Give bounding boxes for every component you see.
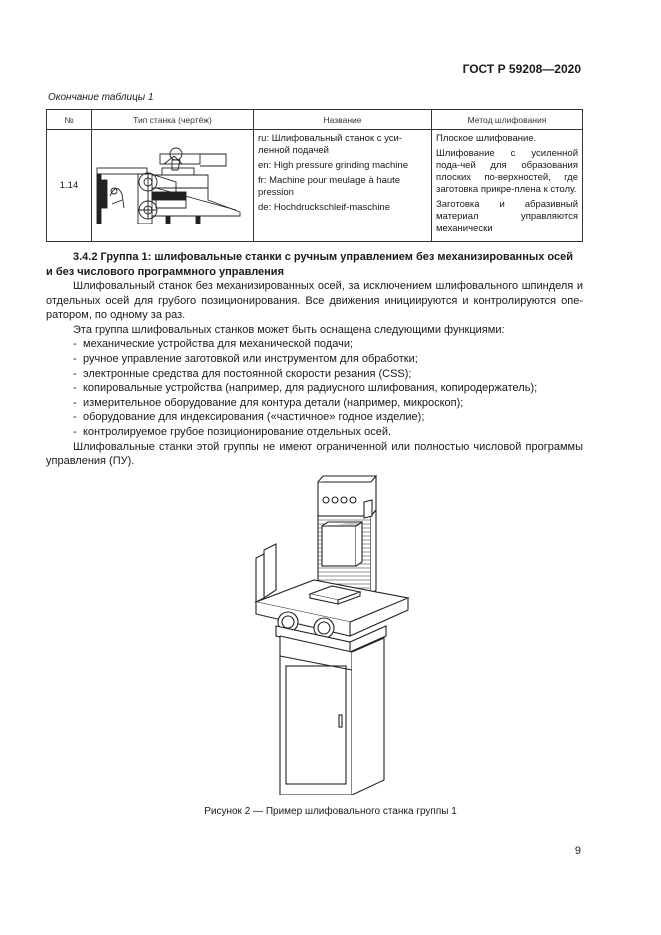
- table-caption: Окончание таблицы 1: [48, 92, 154, 103]
- section-heading: [46, 250, 583, 279]
- col-header-name: Название: [254, 110, 432, 130]
- machine-type-table: [46, 109, 583, 242]
- machine-names-cell: [254, 130, 432, 242]
- col-header-number: №: [47, 110, 92, 130]
- section-heading-line-2: и без числового программного управления: [46, 265, 284, 278]
- list-item: - ручное управление заготовкой или инструментом для обработки;: [46, 352, 583, 367]
- table-header-row: [47, 110, 583, 130]
- list-item: - измерительное оборудование для контура детали (например, микроскоп);: [46, 396, 583, 411]
- section-heading-line-1: 3.4.2 Группа 1: шлифовальные станки с ручным управлением без механизированных осей: [73, 251, 573, 263]
- row-number: 1.14: [47, 130, 92, 242]
- method-line-2: Шлифование с усиленной пода-чей для образования плоских по-верхностей, где заготовка прикре-плена к столу.: [436, 148, 578, 195]
- figure-caption: Рисунок 2 — Пример шлифовального станка группы 1: [204, 806, 457, 817]
- high-pressure-grinder-drawing: [96, 144, 241, 224]
- section-body: [46, 279, 583, 469]
- paragraph-3: Шлифовальные станки этой группы не имеют ограниченной или полностью числовой программы управления (ПУ).: [46, 440, 583, 468]
- name-fr: fr: Machine pour meulage à haute pression: [258, 175, 401, 198]
- method-line-3: Заготовка и абразивный материал управляются механически: [436, 199, 578, 234]
- paragraph-1: Шлифовальный станок без механизированных осей, за исключением шлифовального шпинделя и отдельных осей для грубого позиционирования. Все движения инициируются и контролируются опе-ратором, по одному за раз.: [46, 280, 583, 322]
- list-item: - копировальные устройства (например, для радиусного шлифования, копиродержатель);: [46, 381, 583, 396]
- col-header-method: Метод шлифования: [432, 110, 583, 130]
- table-row: [47, 130, 583, 242]
- document-code: ГОСТ Р 59208—2020: [462, 62, 581, 76]
- group1-grinder-illustration: [236, 470, 436, 795]
- machine-drawing-cell: [92, 130, 254, 242]
- list-item: - электронные средства для постоянной скорости резания (CSS);: [46, 367, 583, 382]
- col-header-type: Тип станка (чертёж): [92, 110, 254, 130]
- page-number: 9: [574, 845, 581, 857]
- name-de: de: Hochdruckschleif-maschine: [258, 202, 391, 213]
- paragraph-2: Эта группа шлифовальных станков может быть оснащена следующими функциями:: [73, 323, 505, 336]
- list-item: - контролируемое грубое позиционирование отдельных осей.: [46, 425, 583, 440]
- name-ru: ru: Шлифовальный станок с уси-ленной подачей: [258, 133, 402, 156]
- feature-list: [46, 337, 583, 439]
- grinding-method-cell: [432, 130, 583, 242]
- list-item: - оборудование для индексирования («частичное» годное изделие);: [46, 410, 583, 425]
- name-en: en: High pressure grinding machine: [258, 160, 408, 171]
- method-line-1: Плоское шлифование.: [436, 133, 537, 144]
- list-item: - механические устройства для механической подачи;: [46, 337, 583, 352]
